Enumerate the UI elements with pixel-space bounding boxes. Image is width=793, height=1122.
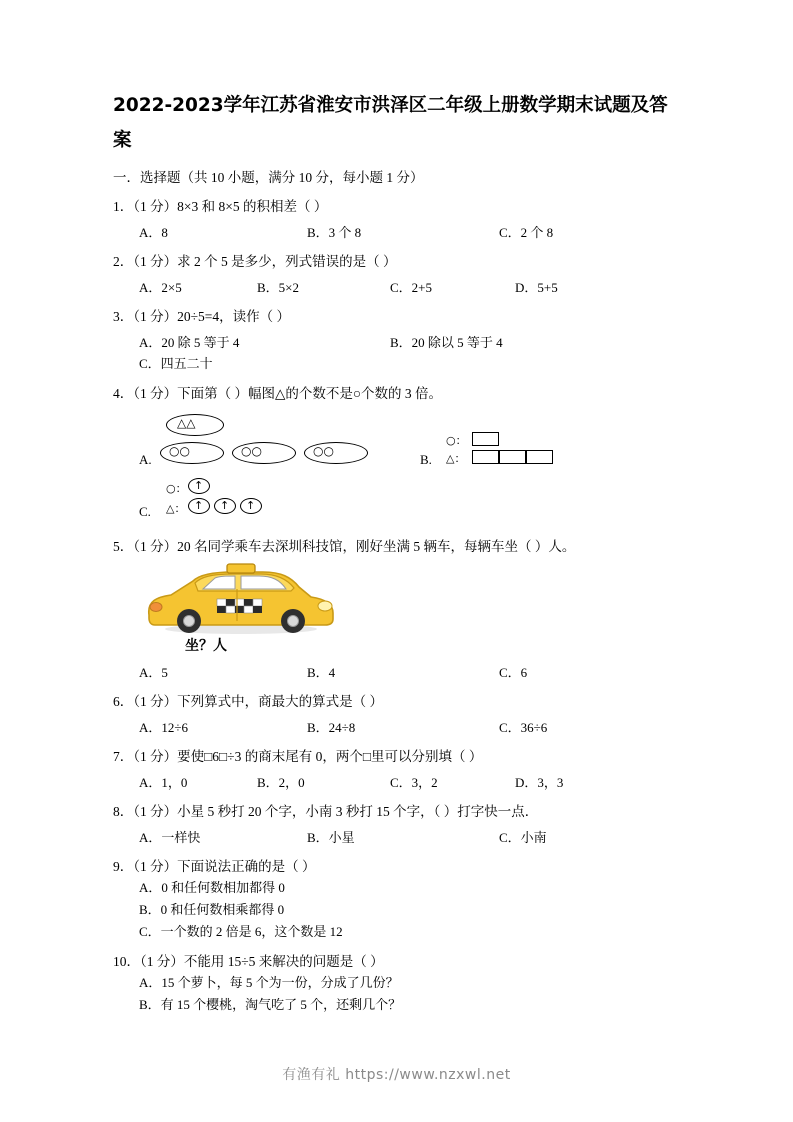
question-4-figure [113,410,683,528]
option-4-b[interactable]: B. [420,452,432,467]
c-triangle-item-1-glyph: ↑ [194,499,204,512]
c-triangle-label: △： [166,502,186,515]
question-9-score: （1 分） [133,859,178,874]
question-3-text: 20÷5=4，读作（ ） [177,309,291,324]
question-2-options [113,278,683,298]
question-5-options [113,663,683,683]
option-7-a[interactable]: A．1，0 [139,775,188,790]
b-circle-cell-1 [472,432,499,446]
option-9-b[interactable]: B．0 和任何数相乘都得 0 [139,902,285,917]
question-2 [113,252,683,272]
c-triangle-item-3-glyph: ↑ [246,499,256,512]
option-6-c[interactable]: C．36÷6 [499,720,548,735]
yellow-taxi-illustration [141,561,341,639]
question-5 [113,537,683,557]
question-2-number: 2． [113,254,134,269]
option-1-b[interactable]: B．3 个 8 [307,225,362,240]
question-7-score: （1 分） [133,749,178,764]
circle-pair-2: ○○ [241,444,262,458]
question-4 [113,384,683,404]
option-2-c[interactable]: C．2+5 [390,280,433,295]
b-triangle-cell-1 [472,450,499,464]
question-7 [113,747,683,767]
question-2-score: （1 分） [133,254,178,269]
question-9-number: 9． [113,859,134,874]
option-2-d[interactable]: D．5+5 [515,280,558,295]
question-7-number: 7． [113,749,134,764]
question-3-score: （1 分） [133,309,178,324]
option-5-a[interactable]: A．5 [139,665,168,680]
question-5-text: 20 名同学乘车去深圳科技馆，刚好坐满 5 辆车，每辆车坐（ ）人。 [177,539,576,554]
document-body [113,88,683,1016]
question-4-score: （1 分） [133,386,178,401]
question-8-text: 小星 5 秒打 20 个字，小南 3 秒打 15 个字，（ ）打字快一点． [177,804,539,819]
option-5-b[interactable]: B．4 [307,665,336,680]
question-4-number: 4． [113,386,134,401]
question-6 [113,692,683,712]
option-5-c[interactable]: C．6 [499,665,528,680]
b-triangle-label: △： [446,452,466,465]
question-4-text: 下面第（ ）幅图△的个数不是○个数的 3 倍。 [177,386,443,401]
c-triangle-item-2-glyph: ↑ [220,499,230,512]
option-6-a[interactable]: A．12÷6 [139,720,189,735]
b-triangle-cell-2 [499,450,526,464]
question-10 [113,952,683,972]
option-3-c[interactable]: C．四五二十 [139,356,213,371]
question-8-options [113,828,683,848]
option-1-a[interactable]: A．8 [139,225,168,240]
question-1-text: 8×3 和 8×5 的积相差（ ） [177,199,328,214]
question-6-options [113,718,683,738]
triangle-pair-label: △△ [177,416,196,430]
c-circle-label: ○： [166,482,187,495]
question-9 [113,857,683,877]
circle-pair-1: ○○ [169,444,190,458]
option-4-a[interactable]: A. [139,452,152,467]
taxi-illustration-wrapper [113,561,683,657]
question-5-score: （1 分） [133,539,178,554]
option-8-a[interactable]: A．一样快 [139,830,201,845]
option-9-a[interactable]: A．0 和任何数相加都得 0 [139,880,285,895]
question-8 [113,802,683,822]
question-1-options [113,223,683,243]
b-circle-label: ○： [446,434,467,447]
option-3-b[interactable]: B．20 除以 5 等于 4 [390,335,503,350]
option-1-c[interactable]: C．2 个 8 [499,225,554,240]
option-7-b[interactable]: B．2，0 [257,775,305,790]
question-6-score: （1 分） [133,694,178,709]
question-8-number: 8． [113,804,134,819]
question-6-text: 下列算式中，商最大的算式是（ ） [177,694,383,709]
option-7-c[interactable]: C．3，2 [390,775,438,790]
option-2-b[interactable]: B．5×2 [257,280,300,295]
question-6-number: 6． [113,694,134,709]
question-9-text: 下面说法正确的是（ ） [177,859,316,874]
question-1-number: 1． [113,199,134,214]
option-8-b[interactable]: B．小星 [307,830,355,845]
option-10-a[interactable]: A．15 个萝卜，每 5 个为一份，分成了几份？ [139,975,399,990]
option-2-a[interactable]: A．2×5 [139,280,182,295]
page-title: 2022-2023学年江苏省淮安市洪泽区二年级上册数学期末试题及答案 [113,95,668,151]
b-triangle-cell-3 [526,450,553,464]
option-3-a[interactable]: A．20 除 5 等于 4 [139,335,240,350]
question-3-options-row1 [113,333,683,353]
question-1 [113,197,683,217]
section-heading: 一．选择题（共 10 小题，满分 10 分，每小题 1 分） [113,170,424,185]
option-9-c[interactable]: C．一个数的 2 倍是 6，这个数是 12 [139,924,343,939]
question-7-options [113,773,683,793]
question-10-text: 不能用 15÷5 来解决的问题是（ ） [183,954,384,969]
question-3-number: 3． [113,309,134,324]
question-1-score: （1 分） [133,199,178,214]
option-4-c[interactable]: C. [139,504,151,519]
question-7-text: 要使□6□÷3 的商末尾有 0，两个□里可以分别填（ ） [177,749,483,764]
option-8-c[interactable]: C．小南 [499,830,547,845]
c-circle-item-1-glyph: ↑ [194,479,204,492]
circle-pair-3: ○○ [313,444,334,458]
question-8-score: （1 分） [133,804,178,819]
question-2-text: 求 2 个 5 是多少，列式错误的是（ ） [177,254,397,269]
taxi-caption: 坐？人 [185,638,227,654]
option-6-b[interactable]: B．24÷8 [307,720,356,735]
question-10-number: 10． [113,954,140,969]
option-10-b[interactable]: B．有 15 个樱桃，淘气吃了 5 个，还剩几个？ [139,997,402,1012]
question-10-score: （1 分） [140,954,184,969]
question-5-number: 5． [113,539,134,554]
option-7-d[interactable]: D．3，3 [515,775,564,790]
watermark-footer: 有渔有礼 https://www.nzxwl.net [282,1067,511,1083]
question-3 [113,307,683,327]
